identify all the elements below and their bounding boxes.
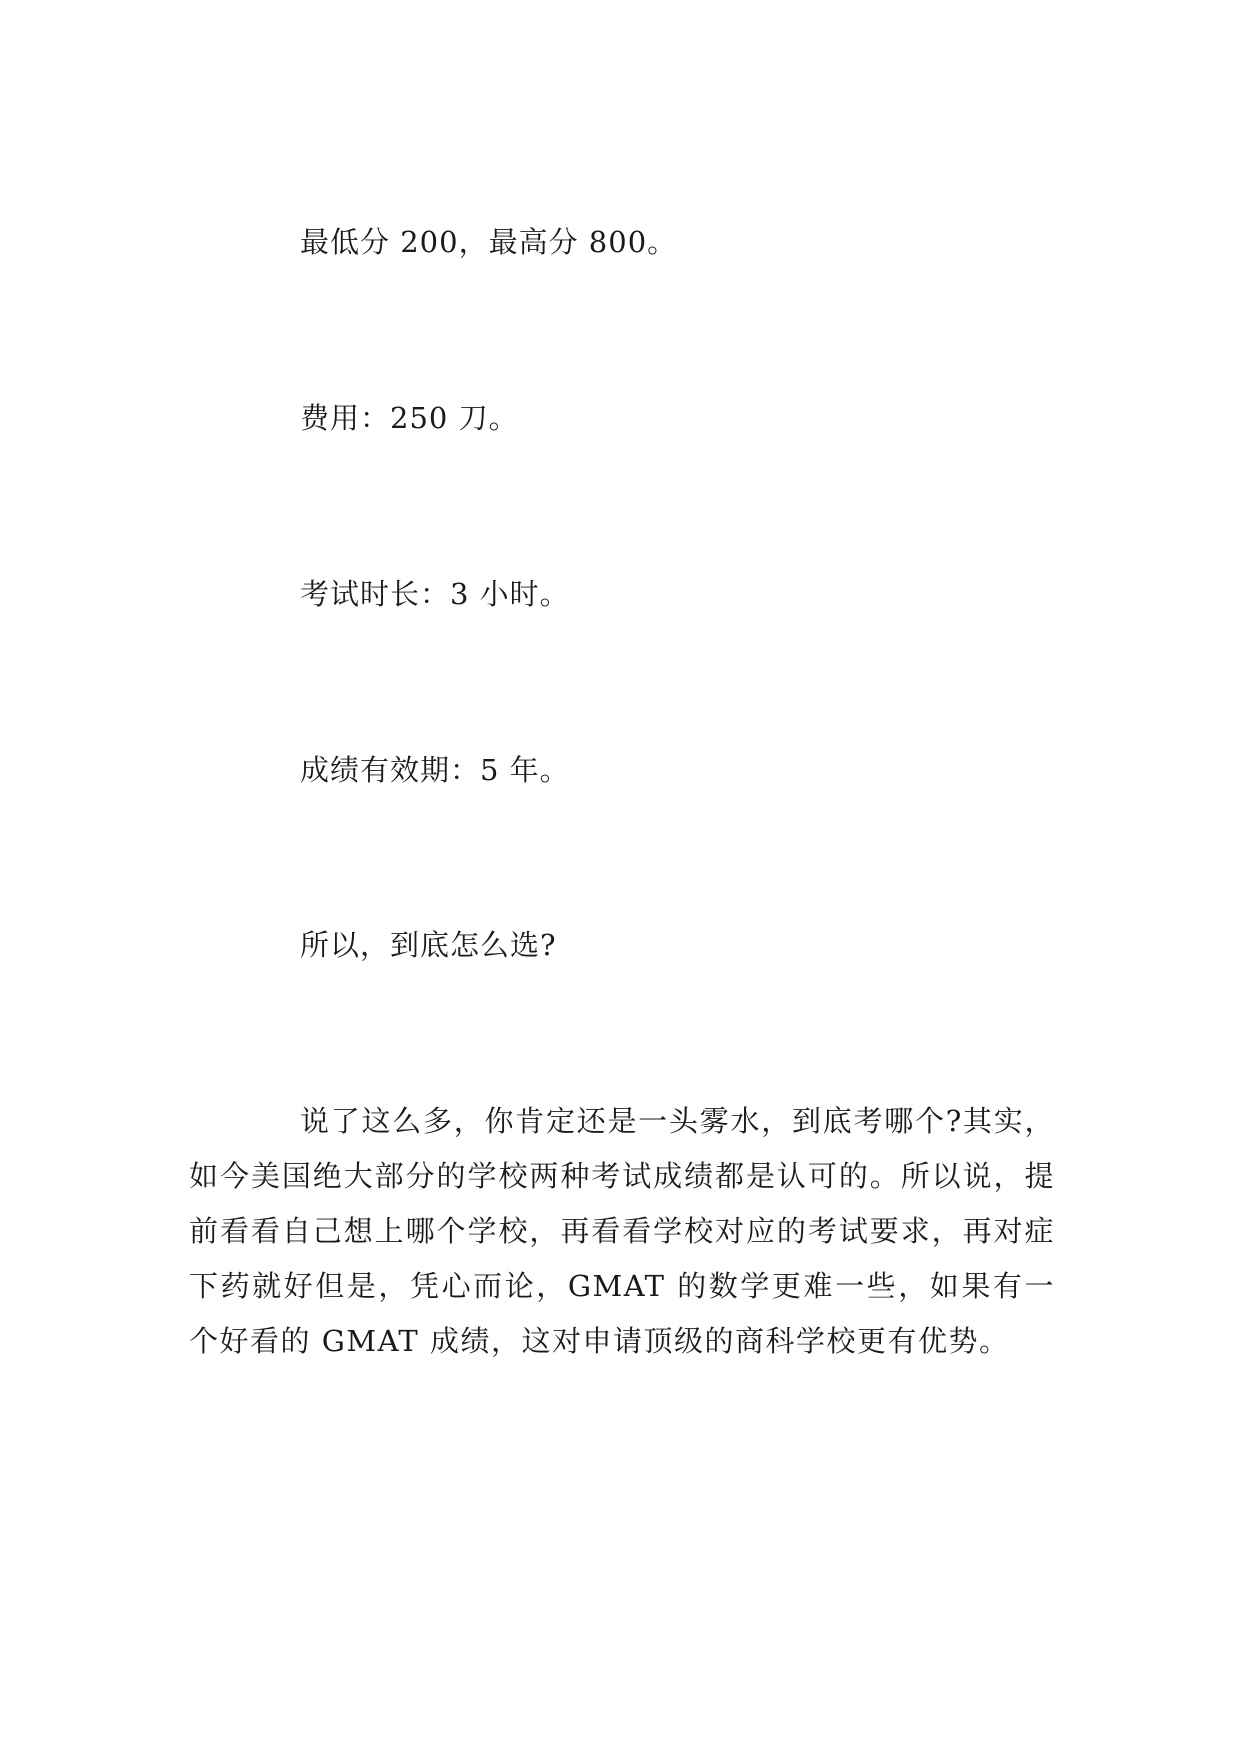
fee-line: 费用：250 刀。 — [300, 401, 519, 435]
score-range-line: 最低分 200，最高分 800。 — [300, 225, 678, 259]
conclusion-paragraph: 说了这么多，你肯定还是一头雾水，到底考哪个?其实，如今美国绝大部分的学校两种考试成绩都是认可的。所以说，提前看看自己想上哪个学校，再看看学校对应的考试要求，再对症下药就好但是，凭心而论，GMAT 的数学更难一些，如果有一个好看的 GMAT 成绩，这对申请顶级的商科学校更有优势。 — [189, 1104, 1055, 1358]
duration-line: 考试时长：3 小时。 — [300, 577, 570, 611]
question-heading: 所以，到底怎么选? — [300, 928, 557, 962]
validity-line: 成绩有效期：5 年。 — [300, 753, 570, 787]
